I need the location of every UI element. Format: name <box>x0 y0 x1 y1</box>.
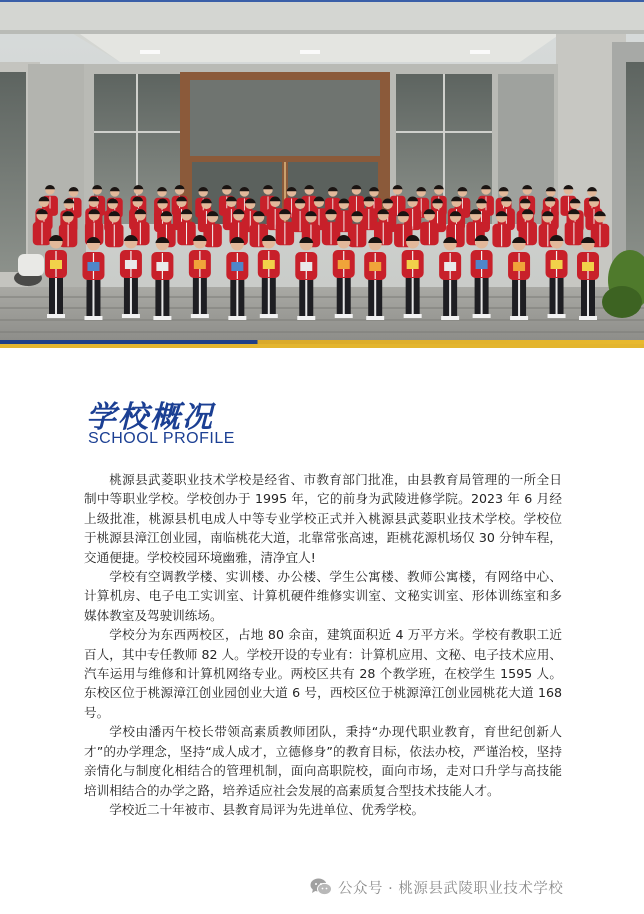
section-subtitle: SCHOOL PROFILE <box>88 430 235 447</box>
paragraph-philosophy: 学校由潘丙午校长带领高素质教师团队，秉持“办现代职业教育，育世纪创新人才”的办学理念，坚持“成人成才，立德修身”的教育目标，依法办校，严谨治校，坚持亲情化与制度化相结合的管理机制，面向高职院校，面向市场，走对口升学与高技能培训相结合的办学之路，培养适应社会发展的高素质复合型技术技能人才。 <box>84 724 562 798</box>
footer-account-name: 公众号 · 桃源县武陵职业技术学校 <box>338 880 564 897</box>
wechat-icon <box>310 878 332 896</box>
paragraph-intro: 桃源县武菱职业技术学校是经省、市教育部门批准，由县教育局管理的一所全日制中等职业学校。学校创办于 1995 年，它的前身为武陵进修学院。2023 年 6 月经上级批准，桃源县机电成人中等专业学校正式并入桃源县武菱职业技术学校。学校位于桃源县漳江创业园，南临桃花大道，北靠常张高速，距桃花源机场仅 30 分钟车程，交通便捷。学校校园环境幽雅，清净宜人! <box>84 472 562 565</box>
wechat-watermark <box>310 876 563 898</box>
paragraph-campus: 学校分为东西两校区，占地 80 余亩，建筑面积近 4 万平方米。学校有教职工近百人，其中专任教师 82 人。学校开设的专业有：计算机应用、文秘、电子技术应用、汽车运用与维修和计算机网络专业。两校区共有 28 个教学班，在校学生 1595 人。东校区位于桃源漳江创业园创业大道 6 号，西校区位于桃源漳江创业园桃花大道 168 号。 <box>84 627 562 720</box>
group-photo <box>0 2 644 342</box>
paragraph-honors: 学校近二十年被市、县教育局评为先进单位、优秀学校。 <box>109 801 425 817</box>
section-title: 学校概况 <box>86 400 214 435</box>
article-body <box>84 470 562 819</box>
photo-gold-strip <box>0 344 644 348</box>
paragraph-facilities: 学校有空调教学楼、实训楼、办公楼、学生公寓楼、教师公寓楼，有网络中心、计算机房、电子电工实训室、计算机硬件维修实训室、文秘实训室、形体训练室和多媒体教室及驾驶训练场。 <box>84 569 562 623</box>
